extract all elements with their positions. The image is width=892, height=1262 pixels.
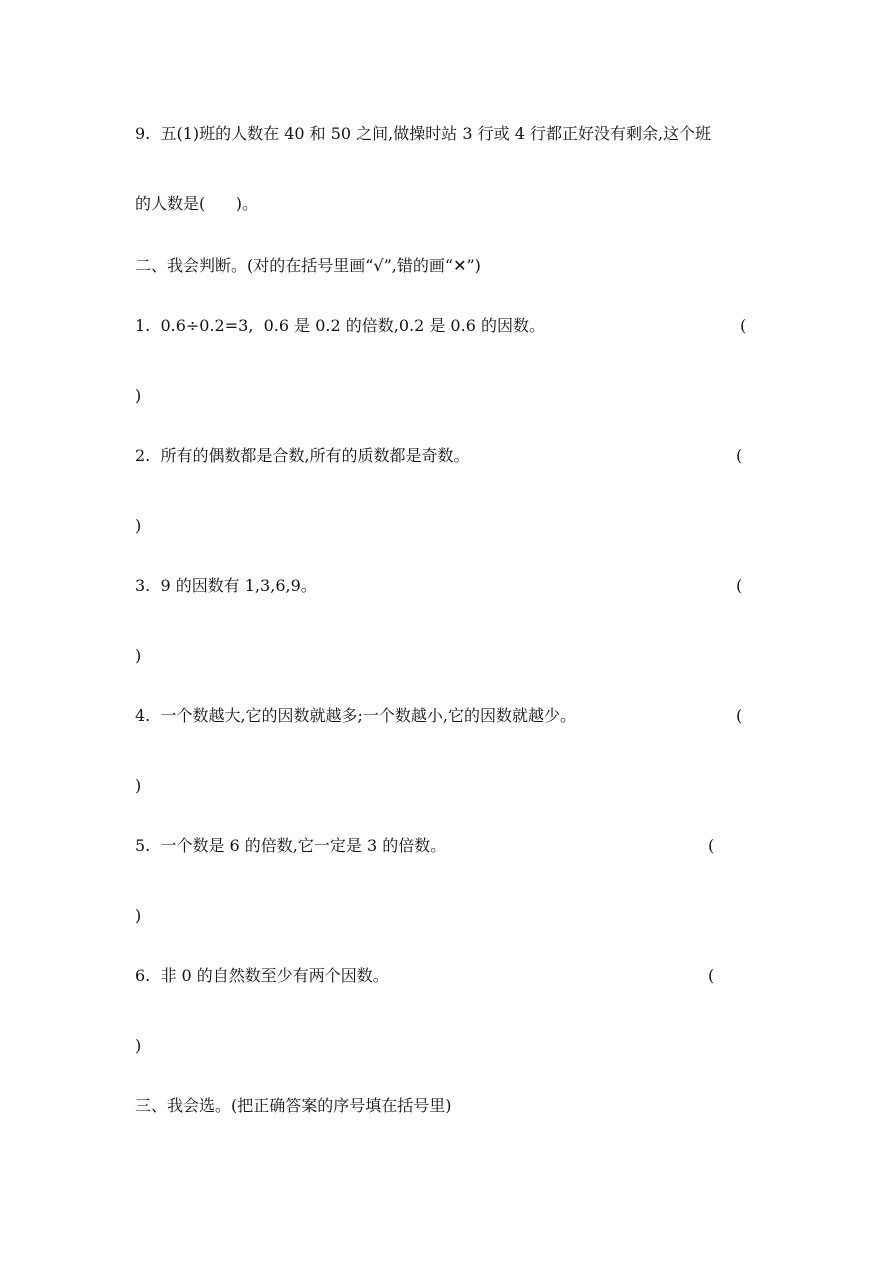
section-3-heading: 三、我会选。(把正确答案的序号填在括号里) [135, 1096, 452, 1115]
judge-item-4-text: 4. 一个数越大,它的因数就越多;一个数越小,它的因数就越少。 [135, 706, 577, 725]
judge-item-3-text: 3. 9 的因数有 1,3,6,9。 [135, 576, 317, 595]
judge-item-1-close-paren: ) [135, 386, 142, 405]
judge-item-6-close-paren: ) [135, 1036, 142, 1055]
judge-item-4-close-paren: ) [135, 776, 142, 795]
question-9-line-2: 的人数是( )。 [135, 194, 259, 213]
judge-item-2-close-paren: ) [135, 516, 142, 535]
judge-item-4-open-paren: ( [736, 706, 743, 725]
judge-item-5-open-paren: ( [708, 836, 715, 855]
judge-item-2-open-paren: ( [736, 446, 743, 465]
judge-item-6-text: 6. 非 0 的自然数至少有两个因数。 [135, 966, 389, 985]
judge-item-1-text: 1. 0.6÷0.2=3, 0.6 是 0.2 的倍数,0.2 是 0.6 的因数。 [135, 316, 545, 335]
judge-item-3-open-paren: ( [736, 576, 743, 595]
judge-item-5-text: 5. 一个数是 6 的倍数,它一定是 3 的倍数。 [135, 836, 447, 855]
judge-item-1-open-paren: ( [740, 316, 747, 335]
judge-item-5-close-paren: ) [135, 906, 142, 925]
judge-item-2-text: 2. 所有的偶数都是合数,所有的质数都是奇数。 [135, 446, 470, 465]
question-9-line-1: 9. 五(1)班的人数在 40 和 50 之间,做操时站 3 行或 4 行都正好没有剩余,这个班 [135, 124, 712, 143]
judge-item-6-open-paren: ( [708, 966, 715, 985]
section-2-heading: 二、我会判断。(对的在括号里画“√”,错的画“✕”) [135, 256, 481, 275]
judge-item-3-close-paren: ) [135, 646, 142, 665]
